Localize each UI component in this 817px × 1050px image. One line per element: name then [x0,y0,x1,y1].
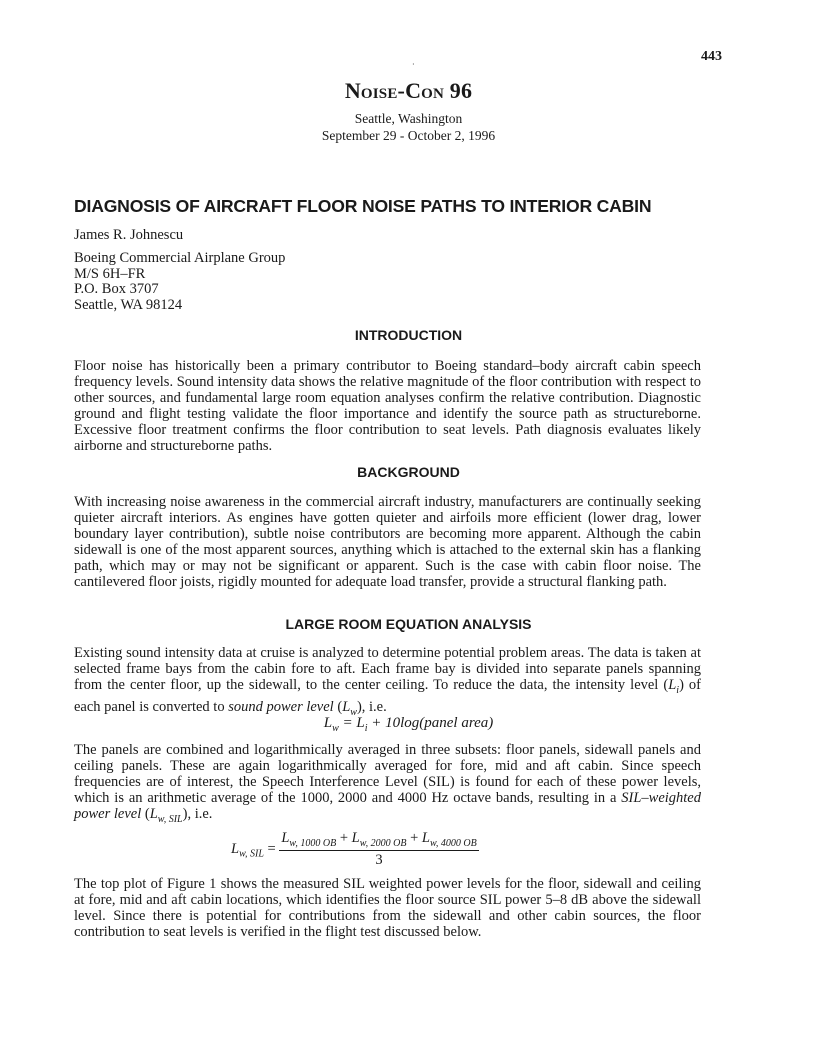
analysis-paragraph-1: Existing sound intensity data at cruise is analyzed to determine potential problem areas. The data is taken at selected frame bays from the cabin fore to aft. Each frame bay is divided into separate panels spanning from the center floor, up the sidewall, to the center ceiling. To reduce the data, the intensity level $(L_i)$ of each panel is converted to sound power level $(L_w)$, i.e. [74,645,701,718]
scan-speck: · [412,60,415,69]
equation-fraction: $\frac{L_{w, 1000 OB} + L_{w, 2000 OB} + L_{w, 4000 OB}}{3}$ [281,830,477,868]
paper-title: DIAGNOSIS OF AIRCRAFT FLOOR NOISE PATHS TO INTERIOR CABIN [74,196,652,216]
section-heading-introduction: INTRODUCTION [354,327,463,343]
section-heading-background: BACKGROUND [357,464,460,480]
address-line: M/S 6H–FR [74,265,146,282]
analysis-paragraph-2: The panels are combined and logarithmically averaged in three subsets: floor panels, sidewall panels and ceiling panels. These are again logarithmically averaged for fore, mid and aft cabin. Since speech frequencies are of interest, the Speech Interference Level (SIL) is found for each of these power levels, which is an arithmetic average of the 1000, 2000 and 4000 Hz octave bands, resulting in a SIL–weighted power level $(L_{w, SIL})$, i.e. [74,742,701,825]
author-address [74,251,285,313]
conference-header [0,78,817,144]
address-line: Seattle, WA 98124 [74,296,183,313]
conference-name: Noise-Con 96 [344,78,473,103]
equation-sound-power-level: $L_w = L_i$ + 10log(panel area) [323,715,494,734]
address-line: Boeing Commercial Airplane Group [74,250,286,266]
background-paragraph: With increasing noise awareness in the commercial aircraft industry, manufacturers are continually seeking quieter aircraft interiors. As engines have gotten quieter and airfoils more efficient (lower drag, lower boundary layer contribution), subtle noise contributors are becoming more apparent. Although the cabin sidewall is one of the most apparent sources, anything which is attached to the external skin has a flanking path, which may or may not be significant or apparent. Such is the case with cabin floor noise. The cantilevered floor joists, rigidly mounted for adequate load transfer, provide a structural flanking path. [74,494,701,590]
conference-dates: September 29 - October 2, 1996 [321,128,496,143]
analysis-paragraph-3: The top plot of Figure 1 shows the measured SIL weighted power levels for the floor, sidewall and ceiling at fore, mid and aft cabin locations, which identifies the floor source SIL power 5–8 dB above the sidewall level. Since there is potential for contributions from the sidewall and other cabin sources, the floor contribution to seat levels is verified in the flight test discussed below. [74,876,701,940]
author-name: James R. Johnescu [74,227,184,243]
address-line: P.O. Box 3707 [74,281,159,297]
introduction-paragraph: Floor noise has historically been a primary contributor to Boeing standard–body aircraft cabin speech frequency levels. Sound intensity data shows the relative magnitude of the floor contribution with respect to other sources, and fundamental large room equation analyses confirm the relative contribution. Diagnostic ground and flight testing validate the floor importance and identify the source path as structureborne. Excessive floor treatment confirms the floor contribution to seat levels. Path diagnosis evaluates likely airborne and structureborne paths. [74,358,701,454]
equation-sil-weighted-power: $L_{w, SIL}$ = $\frac{L_{w, 1000 OB} + L_{w, 2000 OB} + L_{w, 4000 OB}}{3}$ [231,830,477,868]
section-heading-analysis: LARGE ROOM EQUATION ANALYSIS [285,616,532,632]
conference-location: Seattle, Washington [354,111,463,126]
page-number: 443 [701,49,722,64]
